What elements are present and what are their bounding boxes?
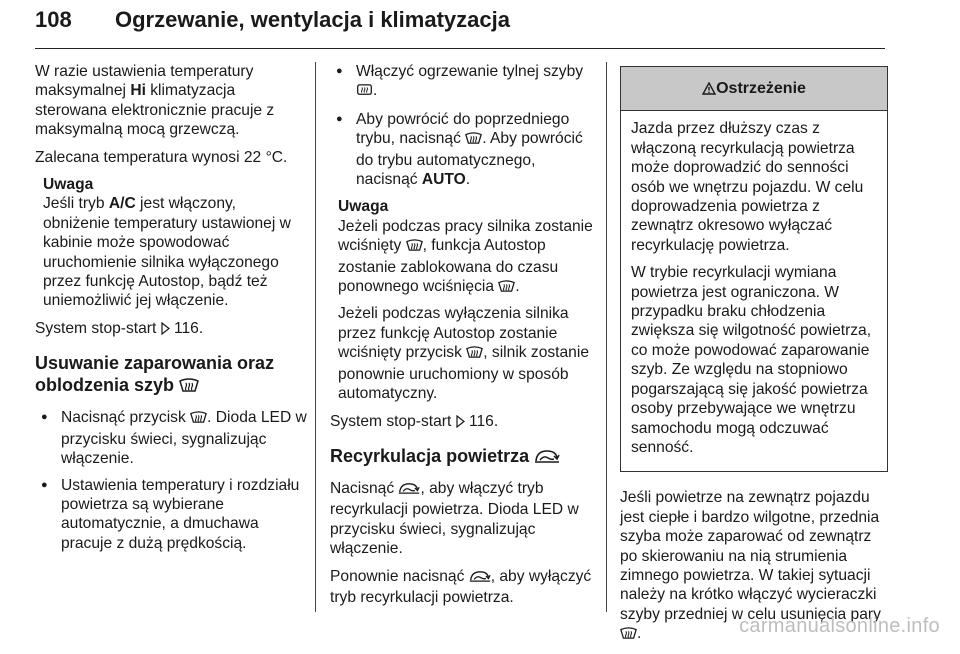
note-text: Jeśli tryb A/C jest włączony, obniżenie temperatury ustawionej w kabinie może spowodować uruchomienie silnika wyłączonego przez funkcję Autostop, bądź też uniemożliwić jej włączenie.: [43, 195, 291, 310]
note-title: Uwaga: [338, 198, 389, 216]
reference-arrow-icon: [456, 414, 465, 433]
list-item: ● Nacisnąć przycisk . Dioda LED w przycisku świeci, sygnalizując włączenie.: [35, 408, 307, 468]
note-autostop: [330, 197, 598, 403]
reference-stop-start[interactable]: System stop-start 116.: [35, 319, 307, 340]
paragraph-recirculation-on: Nacisnąć , aby włączyć tryb recyrkulacji powietrza. Dioda LED w przycisku świeci, sygnalizując włączenie.: [330, 479, 579, 558]
warning-triangle-icon: [702, 81, 716, 100]
column-divider-2: [606, 62, 607, 612]
list-item: ● Włączyć ogrzewanie tylnej szyby .: [330, 62, 598, 103]
heading-recirculation: Recyrkulacja powietrza: [330, 445, 598, 469]
paragraph-humid-air: Jeśli powietrze na zewnątrz pojazdu jest ciepłe i bardzo wilgotne, przednia szyba może zaparować od zewnątrz po skierowaniu na nią strumienia zimnego powietrza. W takiej sytuacji należy na krótko włączyć wycieraczki szyby przedniej w celu usunięcia pary .: [620, 488, 888, 645]
windshield-defrost-icon: [620, 626, 637, 645]
page-title: Ogrzewanie, wentylacja i klimatyzacja: [115, 7, 510, 32]
reference-stop-start[interactable]: System stop-start 116.: [330, 412, 598, 433]
windshield-defrost-icon: [498, 279, 515, 298]
column-2: [330, 62, 598, 615]
column-1: [35, 62, 307, 561]
windshield-defrost-icon: [466, 345, 483, 364]
recirculation-icon: [534, 447, 560, 469]
note-text: Jeżeli podczas wyłączenia silnika przez funkcję Autostop zostanie wciśnięty przycisk , silnik zostanie ponownie uruchomiony w sposób automatyczny.: [338, 305, 589, 403]
windshield-defrost-icon: [406, 238, 423, 257]
warning-header: [621, 67, 887, 111]
reference-arrow-icon: [161, 321, 170, 340]
defrost-list-continued: [330, 62, 598, 189]
warning-text: W trybie recyrkulacji wymiana powietrza jest ograniczona. W przypadku braku chłodzenia zwiększa się wilgotność powietrza, co może powodować zaparowanie szyb. Ze względu na stopniowo pogarszającą się jakość powietrza osoby przebywające we wnętrzu samochodu mogą odczuwać senność.: [631, 264, 872, 456]
note-ac: [35, 175, 307, 311]
watermark: carmanualsonline.info: [739, 614, 940, 637]
rear-window-heat-icon: [356, 83, 373, 102]
list-item: ● Aby powrócić do poprzedniego trybu, nacisnąć . Aby powrócić do trybu automatycznego, nacisnąć AUTO.: [330, 110, 598, 190]
note-text: Jeżeli podczas pracy silnika zostanie wciśnięty , funkcja Autostop zostanie zablokowana do czasu ponownego wciśnięcia .: [338, 217, 598, 299]
windshield-defrost-icon: [465, 131, 482, 150]
windshield-defrost-icon: [190, 410, 207, 429]
warning-text: Jazda przez dłuższy czas z włączoną recyrkulacją powietrza może doprowadzić do senności osób we wnętrzu pojazdu. W celu doprowadzenia powietrza z zewnątrz okresowo wyłączać recyrkulację powietrza.: [631, 120, 864, 254]
heading-defrost: Usuwanie zaparowania oraz oblodzenia szyb: [35, 352, 307, 398]
windshield-defrost-icon: [179, 376, 199, 398]
paragraph-max-temp: W razie ustawienia temperatury maksymalnej Hi klimatyzacja sterowana elektronicznie pracuje z maksymalną mocą grzewczą.: [35, 63, 275, 139]
recirculation-icon: [469, 569, 491, 588]
warning-box: [620, 66, 888, 472]
note-title: Uwaga: [43, 176, 94, 194]
defrost-list: [35, 408, 307, 553]
warning-title: Ostrzeżenie: [716, 80, 806, 97]
paragraph-recirculation-off: Ponownie nacisnąć , aby wyłączyć tryb recyrkulacji powietrza.: [330, 567, 592, 606]
paragraph-recommended-temp: Zalecana temperatura wynosi 22 °C.: [35, 148, 288, 166]
column-divider-1: [315, 62, 316, 612]
page-header: [35, 4, 885, 49]
list-item: ● Ustawienia temperatury i rozdziału powietrza są wybierane automatycznie, a dmuchawa pracuje z dużą prędkością.: [35, 476, 307, 554]
recirculation-icon: [398, 481, 420, 500]
column-3: [620, 62, 888, 654]
page-number: 108: [35, 7, 72, 32]
warning-body: [621, 111, 887, 471]
